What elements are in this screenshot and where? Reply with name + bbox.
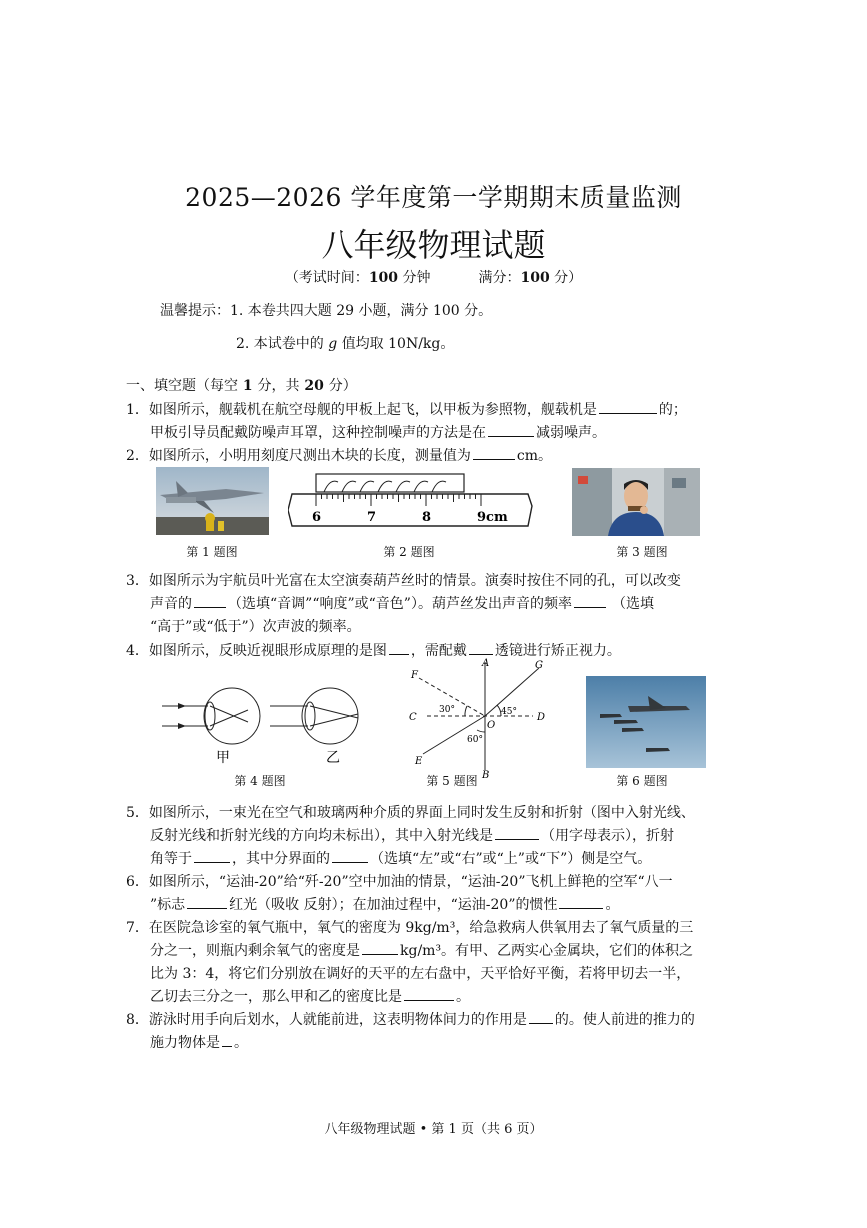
eye-a (204, 688, 260, 744)
q5-text-e: ，其中分界面的 (232, 851, 330, 867)
q6-text-c: 红光（吸收 反射）；在加油过程中，“运油-20”的惯性 (229, 897, 558, 913)
question-1-line1 (126, 399, 687, 419)
question-8-line2 (150, 1032, 248, 1052)
fig5-angle-45: 45° (501, 707, 517, 717)
fig5-label-B: B (482, 770, 490, 778)
q3-text-c: （选填“音调”“响度”或“音色”）。葫芦丝发出声音的频率 (228, 596, 572, 612)
fig1-caption: 第 1 题图 (186, 545, 238, 559)
q7-text-e: 乙切去三分之一，那么甲和乙的密度比是 (150, 989, 402, 1005)
q5-blank-2[interactable] (194, 849, 230, 863)
q7-blank-1[interactable] (362, 941, 398, 955)
ruler-tick-8: 8 (422, 510, 432, 525)
fig4-eye-diagram (160, 680, 370, 770)
question-8-line1 (126, 1009, 695, 1029)
full-score-suffix: 分） (549, 270, 583, 286)
question-7-line2 (150, 940, 693, 960)
q5-text-f: （选填“左”或“右”或“上”或“下”）侧是空气。 (370, 851, 652, 867)
fig5-angle-60: 60° (467, 735, 483, 745)
question-5-line1: 5．如图所示，一束光在空气和玻璃两种介质的界面上同时发生反射和折射（图中入射光线、 (126, 805, 695, 821)
q8-text-c: 施力物体是 (150, 1035, 220, 1051)
heading-mid: 分，共 (257, 378, 300, 394)
ruler-tick-6: 6 (312, 510, 322, 525)
page-footer: 八年级物理试题 • 第 1 页（共 6 页） (324, 1122, 543, 1137)
q6-text-b: ”标志 (150, 897, 186, 913)
q3-text-b: 声音的 (150, 596, 192, 612)
fig5-angle-30: 30° (439, 705, 455, 715)
q1-text-d: 减弱噪声。 (536, 425, 606, 441)
exam-meta (0, 267, 867, 287)
question-7-line4 (150, 986, 470, 1006)
tips-item1: 1. 本卷共四大题 29 小题，满分 100 分。 (230, 303, 493, 319)
q4-text-b: ，需配戴 (410, 643, 467, 659)
ruler-tick-7: 7 (367, 510, 377, 525)
exam-time-value: 100 (368, 270, 399, 286)
q2-text-b: cm。 (516, 448, 553, 464)
tips-line1 (160, 300, 492, 320)
question-6-line2 (150, 894, 619, 914)
fig5-label-C: C (409, 712, 417, 723)
fig4-label-b: 乙 (326, 750, 340, 766)
q3-blank-2[interactable] (574, 594, 606, 608)
exam-title-line1: 2025—2026 学年度第一学期期末质量监测 (185, 183, 682, 212)
q8-text-a: 8．游泳时用手向后划水，人就能前进，这表明物体间力的作用是 (126, 1012, 527, 1028)
tips-item2-g: g (328, 336, 338, 352)
question-3-line1: 3．如图所示为宇航员叶光富在太空演奏葫芦丝时的情景。演奏时按住不同的孔，可以改变 (126, 573, 681, 589)
q5-blank-3[interactable] (332, 849, 368, 863)
q1-text-a: 1．如图所示，舰载机在航空母舰的甲板上起飞，以甲板为参照物，舰载机是 (126, 402, 597, 418)
tips-item2-post: 值均取 10N/kg。 (341, 336, 455, 352)
q8-blank-1[interactable] (529, 1010, 553, 1024)
q3-blank-1[interactable] (194, 594, 226, 608)
fig4-label-a: 甲 (216, 750, 230, 766)
q7-blank-2[interactable] (404, 987, 454, 1001)
fig2-caption: 第 2 题图 (383, 545, 435, 559)
q6-blank-1[interactable] (187, 895, 227, 909)
fig2-ruler-diagram (288, 468, 536, 538)
q6-blank-2[interactable] (559, 895, 603, 909)
heading-post: 分） (328, 378, 357, 394)
exam-time-suffix: 分钟 (398, 270, 431, 286)
fig5-caption: 第 5 题图 (426, 774, 478, 788)
q5-text-d: 角等于 (150, 851, 192, 867)
exam-title-line2: 八年级物理试题 (321, 226, 546, 264)
q1-text-b: 的； (658, 402, 687, 418)
fig6-caption: 第 6 题图 (616, 774, 668, 788)
full-score-prefix: 满分： (478, 270, 521, 286)
q4-blank-2[interactable] (469, 641, 493, 655)
exam-time-prefix: （考试时间： (284, 270, 369, 286)
fig5-label-F: F (411, 670, 418, 681)
q7-text-c: kg/m³。有甲、乙两实心金属块，它们的体积之 (400, 943, 694, 959)
q4-blank-1[interactable] (389, 641, 409, 655)
q1-blank-1[interactable] (599, 400, 657, 414)
q7-text-f: 。 (456, 989, 470, 1005)
question-5-line2 (150, 825, 674, 845)
q8-blank-2[interactable] (222, 1033, 232, 1047)
fig5-label-D: D (537, 712, 546, 723)
q4-text-a: 4．如图所示，反映近视眼形成原理的是图 (126, 643, 387, 659)
heading-total: 20 (299, 378, 329, 394)
fig3-caption: 第 3 题图 (616, 545, 668, 559)
fig4-caption: 第 4 题图 (234, 774, 286, 788)
q1-blank-2[interactable] (488, 423, 534, 437)
fig5-label-E: E (415, 756, 423, 767)
fig3-astronaut-photo (572, 468, 700, 536)
heading-pre: 一、填空题（每空 (126, 378, 238, 394)
q4-text-c: 透镜进行矫正视力。 (494, 643, 621, 659)
q6-text-d: 。 (605, 897, 620, 913)
tips-label: 温馨提示： (160, 303, 230, 319)
q7-text-b: 分之一，则瓶内剩余氧气的密度是 (150, 943, 360, 959)
question-3-line2 (150, 593, 654, 613)
q5-blank-1[interactable] (495, 826, 539, 840)
q3-text-d: （选填 (611, 596, 654, 612)
fig5-label-O: O (487, 720, 496, 731)
section1-heading (126, 375, 357, 395)
wood-block (316, 474, 464, 492)
q5-text-b: 反射光线和折射光线的方向均未标出），其中入射光线是 (150, 828, 493, 844)
fig5-label-A: A (482, 658, 490, 669)
full-score-value: 100 (520, 270, 550, 286)
fig5-light-diagram (405, 656, 555, 778)
fig6-refueling-photo (586, 676, 706, 768)
q5-text-c: （用字母表示），折射 (541, 828, 674, 844)
question-5-line3 (150, 848, 651, 868)
q2-text-a: 2．如图所示，小明用刻度尺测出木块的长度，测量值为 (126, 448, 471, 464)
q2-blank[interactable] (473, 446, 515, 460)
fig1-carrier-jet-photo (156, 467, 269, 535)
ruler-tick-9cm: 9cm (477, 510, 508, 525)
question-7-line1: 7．在医院急诊室的氧气瓶中，氧气的密度为 9kg/m³，给急救病人供氧用去了氧气质量的三 (126, 920, 694, 936)
question-7-line3: 比为 3：4，将它们分别放在调好的天平的左右盘中，天平恰好平衡，若将甲切去一半， (150, 966, 691, 982)
heading-points: 1 (238, 378, 258, 394)
q1-text-c: 甲板引导员配戴防噪声耳罩，这种控制噪声的方法是在 (150, 425, 486, 441)
tips-line2 (236, 333, 454, 353)
question-1-line2 (150, 422, 606, 442)
q8-text-d: 。 (234, 1035, 248, 1051)
question-6-line1: 6．如图所示，“运油-20”给“歼-20”空中加油的情景，“运油-20”飞机上鲜艳的空军“八一 (126, 874, 673, 890)
fig5-label-G: G (535, 660, 543, 671)
q8-text-b: 的。使人前进的推力的 (554, 1012, 695, 1028)
question-2 (126, 445, 552, 465)
tips-item2-pre: 2. 本试卷中的 (236, 336, 324, 352)
question-3-line3: “高于”或“低于”）次声波的频率。 (150, 619, 361, 635)
